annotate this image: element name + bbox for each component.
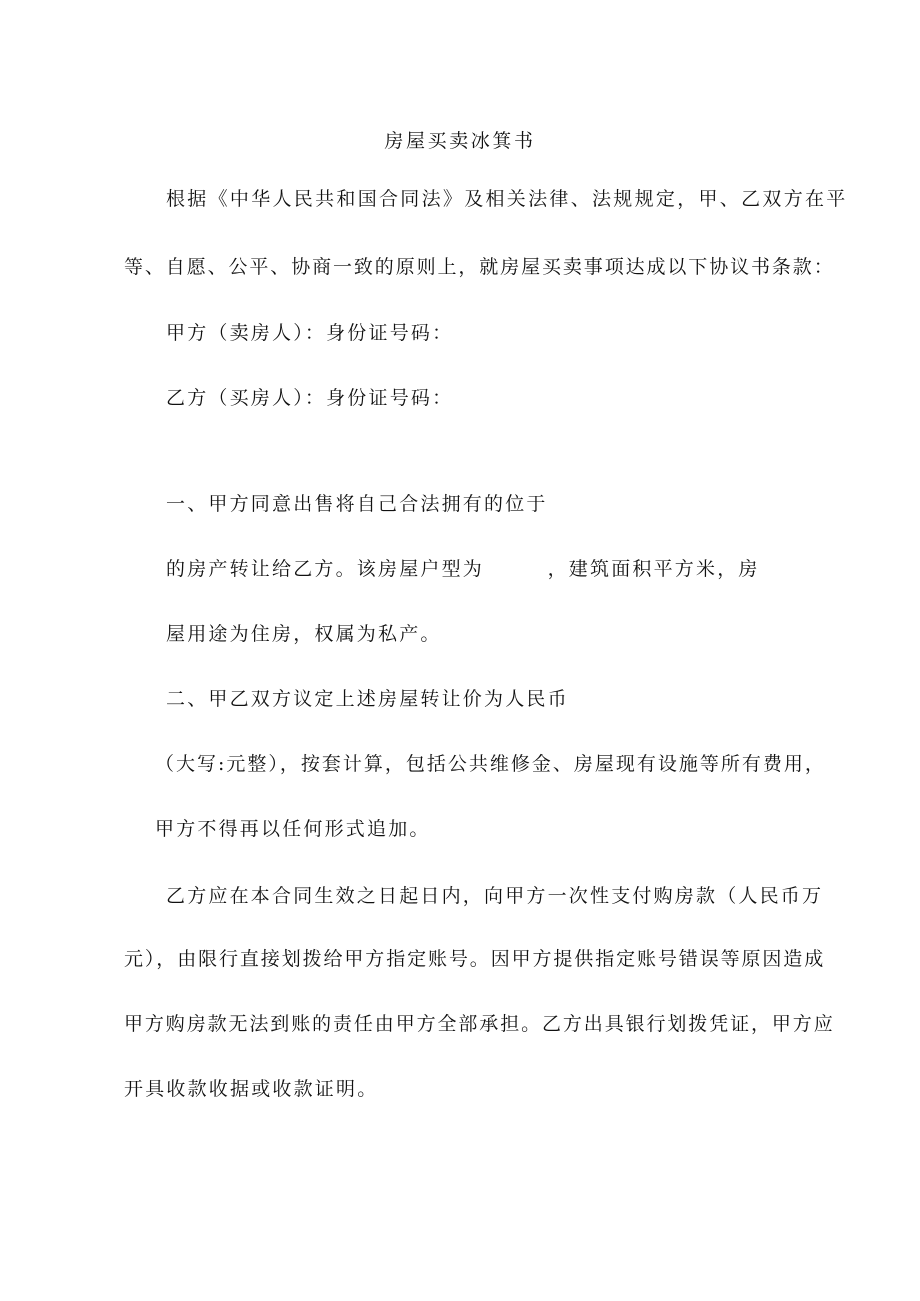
payment-line-4: 开具收款收据或收款证明。	[124, 1078, 379, 1100]
payment-line-2: 元），由限行直接划拨给甲方指定账号。因甲方提供指定账号错误等原因造成	[124, 948, 826, 970]
payment-line-1: 乙方应在本合同生效之日起日内，向甲方一次性支付购房款（人民币万	[166, 885, 824, 907]
document-title: 房屋买卖冰箕书	[384, 130, 536, 152]
clause-1-line-3: 屋用途为住房，权属为私产。	[166, 623, 442, 645]
party-a-line: 甲方（卖房人）：身份证号码：	[166, 322, 454, 344]
clause-1-line-1: 一、甲方同意出售将自己合法拥有的位于	[166, 493, 548, 515]
clause-2-line-1: 二、甲乙双方议定上述房屋转让价为人民币	[166, 688, 569, 710]
clause-1-line-2: 的房产转让给乙方。该房屋户型为 ，建筑面积平方米，房	[166, 558, 760, 580]
intro-line-1: 根据《中华人民共和国合同法》及相关法律、法规规定，甲、乙双方在平	[166, 188, 848, 210]
party-b-line: 乙方（买房人）：身份证号码：	[166, 387, 454, 409]
clause-2-line-3: 甲方不得再以任何形式追加。	[155, 818, 431, 840]
intro-line-2: 等、自愿、公平、协商一致的原则上，就房屋买卖事项达成以下协议书条款：	[124, 256, 835, 278]
payment-line-3: 甲方购房款无法到账的责任由甲方全部承担。乙方出具银行划拨凭证，甲方应	[124, 1013, 835, 1035]
clause-2-line-2: （大写:元整），按套计算，包括公共维修金、房屋现有设施等所有费用，	[155, 753, 826, 775]
